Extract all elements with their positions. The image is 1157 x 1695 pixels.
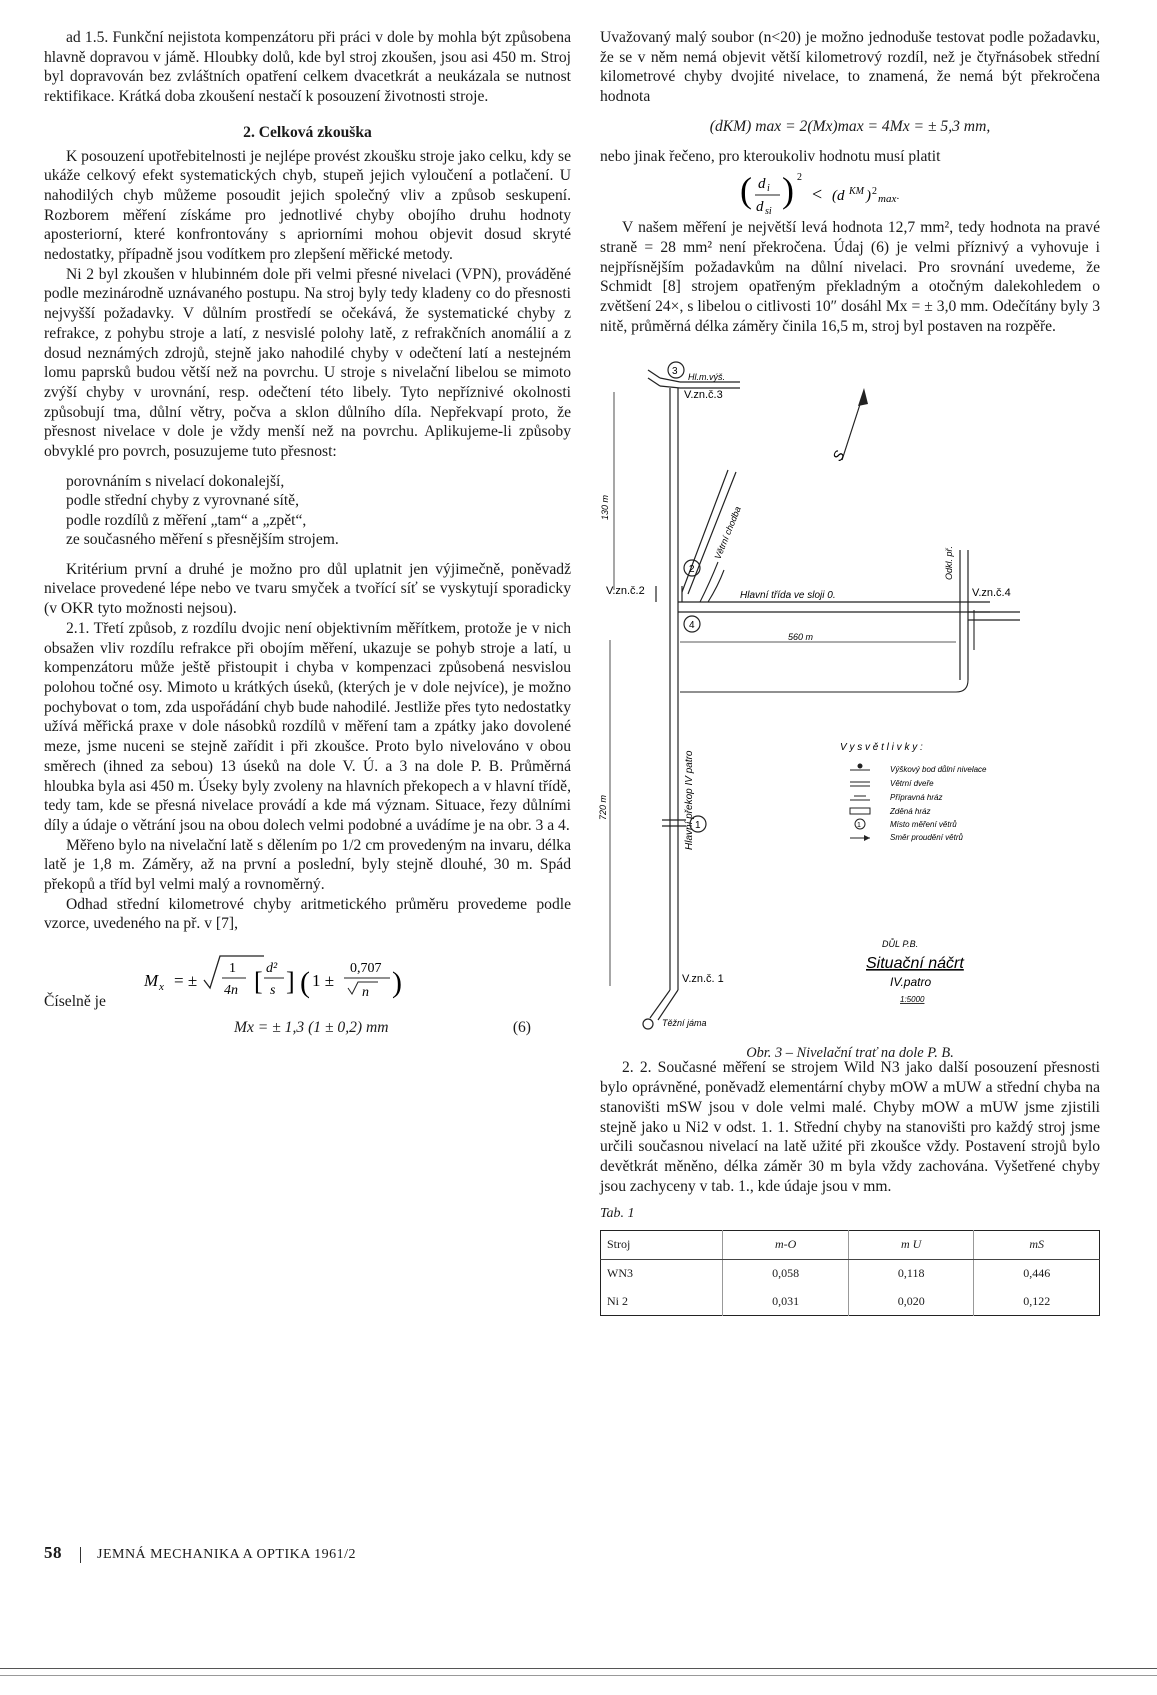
distance-720: 720 m: [598, 795, 608, 821]
point-label-3: 3: [672, 366, 678, 378]
svg-text:M: M: [144, 971, 159, 991]
table-cell: 0,446: [1023, 1266, 1051, 1281]
figure-caption: Obr. 3 – Nivelační trať na dole P. B.: [746, 1045, 954, 1062]
svg-text:(: (: [300, 966, 310, 1000]
legend-item: Větrní dveře: [890, 779, 934, 789]
criteria-list: [66, 472, 571, 550]
svg-text:): ): [866, 188, 871, 205]
section-heading: 2. Celková zkouška: [243, 123, 372, 141]
cislene-label: Číselně je: [44, 993, 106, 1011]
table-cell: 0,020: [848, 1288, 974, 1316]
paragraph-kriterium: Kritérium první a druhé je možno pro důl uplatnit jen výjimečně, poněvadž nivelace provedené lépe nebo ve tvaru smyček a tvořící síť se vyskytují sporadicky (v OKR tyto možnosti nejsou).: [44, 560, 571, 618]
journal-name: JEMNÁ MECHANIKA A OPTIKA 1961/2: [97, 1547, 356, 1562]
table-label: Tab. 1: [600, 1206, 635, 1222]
table-cell: 0,058: [723, 1260, 849, 1288]
equation-6: [44, 1018, 571, 1044]
legend-item: Výškový bod důlní nivelace: [890, 765, 987, 775]
list-item: ze současného měření s přesnějším strojem.: [66, 531, 339, 549]
list-item: podle střední chyby z vyrovnané sítě,: [66, 492, 299, 510]
paragraph-soubor: Uvažovaný malý soubor (n<20) je možno jednoduše testovat podle požadavku, že se v něm nemá objevit větší kilometrový rozdíl, než je čtyřnásobek střední kilometrové chyby dvojité nivelace, to znamená, že nemá být překročena hodnota: [600, 29, 1100, 106]
equation-number: (6): [512, 1018, 531, 1036]
list-item: porovnáním s nivelací dokonalejší,: [66, 472, 285, 490]
svg-text:1 ±: 1 ±: [312, 971, 335, 991]
map-diagram: [600, 350, 1100, 1030]
svg-text:d: d: [758, 176, 766, 193]
legend-item: Zděná hráz: [890, 807, 931, 817]
right-column: [600, 28, 1100, 1316]
svg-text:i: i: [767, 183, 770, 195]
svg-text:<: <: [812, 184, 823, 205]
svg-text:si: si: [765, 206, 772, 218]
paragraph-2-1: 2.1. Třetí způsob, z rozdílu dvojic není objektivním měřítkem, protože je v nich obsažen vliv rozdílu refrakce při obojím měření, ukazuje se pohyb stroje a latí, u kompenzátoru může ještě přistoupit i chyba v kompenzaci způsobená nesvislou polohou točné osy. Mimoto u krátkých úseků, (kterých je v dole nejvíce), je možno pochybovat o tom, zda uspořádání chyb bude nahodilé. Jestliže přes tyto nedostatky užívá měřická praxe v dole násobků rozdílů v měření tam a zpátky jako dovolené meze, jsme nuceni se stejně zařídit i při zkoušce. Proto bylo nivelováno v obou směrech (ihned za sebou) 13 úseků na dole V. Ú. a 3 na dole P. B. Průměrná hloubka byla asi 450 m. Úseky byly zvoleny na hlavních překopech a v hlavní třídě, tedy tam, kde se přesná nivelace provádí a kde má význam. Situace, řezy důlními díly a údaje o větrání jsou na obou dolech velmi podobné a uvádíme je na obr. 3 a 4.: [44, 619, 571, 834]
svg-text:2: 2: [872, 186, 877, 198]
legend-title: V y s v ě t l i v k y :: [840, 742, 923, 754]
svg-text:(: (: [740, 170, 752, 211]
title-dul: DŮL P.B.: [882, 939, 919, 950]
formula-mx: [44, 948, 571, 1008]
formula-inequality-graphic: [600, 166, 1100, 218]
formula-inequality: [600, 166, 1100, 218]
table-cell: 0,122: [1023, 1293, 1051, 1308]
page-number: 58: [44, 1543, 62, 1562]
table-cell: WN3: [601, 1260, 723, 1288]
table-header-cell: mS: [974, 1231, 1100, 1260]
paragraph-ni2: Ni 2 byl zkoušen v hlubinném dole při velmi přesné nivelaci (VPN), prováděné podle mezinárodně uznávaného postupu. Na stroj byly tedy kladeny co do přesnosti nejvyšší požadavky. V důlním prostředí se očekává, že systematické chyby z refrakce, z pohybu stroje a latí, z nesvislé polohy latě, z refrakčních anomálií a z dosud neznámých zdrojů, stejně jako nahodilé chyby v odečtení latí a nestejném lomu paprsků budou větší než na povrchu. U stroje s nivelační libelou se mimoto zvýší chyby v urovnání, resp. odečtení této libely. Tyto nepříznivé okolnosti způsobují tma, důlní větry, počva a sklon důlního díla. Nepřekvapí proto, že přesnost nivelace v dole je vždy menší než na povrchu. Aplikujeme-li způsoby obvyklé pro povrch, posuzujeme tuto přesnost:: [44, 265, 571, 461]
title-situacni: Situační náčrt: [866, 955, 964, 973]
point-label-4: 4: [689, 620, 695, 632]
paragraph-ad-1-5: ad 1.5. Funkční nejistota kompenzátoru při práci v dole by mohla být způsobena hlavně dopravou v jámě. Hloubky dolů, kde byl stroj zkoušen, jsou asi 450 m. Stroj byl dopravován bez zvláštních opatření celkem dvacetkrát a neukázala se nutnost rektifikace. Krátká doba zkoušení nestačí k posouzení životnosti stroje.: [44, 29, 571, 106]
footer-separator: [80, 1547, 81, 1563]
svg-text:KM: KM: [849, 186, 864, 198]
table-row: [601, 1260, 1100, 1288]
left-column: [44, 28, 571, 1050]
label-tezni-jama: Těžní jáma: [662, 1018, 707, 1029]
table-cell: 0,118: [848, 1260, 974, 1288]
svg-text:d: d: [756, 199, 764, 216]
paragraph-2-2: 2. 2. Současné měření se strojem Wild N3 jako další posouzení přesnosti bylo oprávněné, poněvadž elementární chyby mOW a mUW a střední chyba na stanovišti mSW jsou v dole velmi malé. Chyby mOW a mUW jsme zjistili stejně jako u Ni2 v odst. 1. 1. Střední chyby na stanovišti pro každý stroj jsme určili současnou nivelací na latě užité při zkoušce vždy. Postavení strojů bylo devětkrát měněno, délka záměr 30 m byla vždy zachována. Vyšetřené chyby jsou zachyceny v tab. 1., kde údaje jsou v mm.: [600, 1059, 1100, 1195]
svg-text:n: n: [362, 985, 369, 1001]
table-header-cell: m-O: [723, 1231, 849, 1260]
north-label: S: [828, 448, 848, 465]
scan-edge-line: [0, 1668, 1157, 1669]
svg-text:2: 2: [797, 172, 802, 184]
svg-text:]: ]: [286, 967, 295, 997]
svg-text:1: 1: [857, 822, 861, 830]
svg-text:x: x: [159, 981, 164, 994]
page-footer: [44, 1543, 356, 1563]
label-hlavni-prekop: Hlavní překop IV patro: [684, 750, 695, 851]
table-header-cell: Stroj: [601, 1231, 723, 1260]
svg-text:d²: d²: [266, 961, 278, 977]
results-table: [600, 1230, 1100, 1316]
paragraph-mereno: Měřeno bylo na nivelační latě s dělením po 1/2 cm provedeným na invaru, délka latě je 1,8 m. Záměry, až na první a poslední, byly stejně dlouhé, 30 m. Spád překopů a tříd byl velmi malý a rovnoměrný.: [44, 836, 571, 894]
legend-items: [850, 764, 987, 843]
list-item: podle rozdílů z měření „tam“ a „zpět“,: [66, 511, 307, 529]
table-header-cell: m U: [848, 1231, 974, 1260]
legend-item: Místo měření větrů: [890, 820, 957, 830]
legend-item: Směr proudění větrů: [890, 833, 963, 843]
label-vetrni-chodba: Větrní chodba: [712, 505, 743, 562]
figure-situacni-nacrt: [598, 350, 1100, 1062]
title-patro: IV.patro: [890, 975, 932, 990]
label-station-1: V.zn.č. 1: [682, 973, 724, 986]
formula-mx-graphic: [44, 948, 571, 1010]
table-header-row: [601, 1231, 1100, 1260]
point-label-2: 2: [689, 564, 695, 576]
label-odkl: Odkl. př.: [944, 546, 954, 581]
svg-text:1: 1: [229, 961, 236, 977]
label-hlavni-mereni: Hl.m.výš.: [688, 372, 725, 383]
table-row: [601, 1288, 1100, 1316]
distance-130: 130 m: [600, 495, 610, 521]
svg-text:): ): [782, 170, 794, 211]
scan-edge-line: [0, 1675, 1157, 1676]
label-station-2: V.zn.č.2: [606, 585, 645, 598]
svg-text:s: s: [270, 983, 276, 999]
table-cell: Ni 2: [601, 1288, 723, 1316]
paragraph-jinak: nebo jinak řečeno, pro kteroukoliv hodnotu musí platit: [600, 147, 941, 165]
label-station-3: V.zn.č.3: [684, 389, 723, 402]
point-label-1: 1: [695, 820, 701, 832]
svg-text:): ): [392, 966, 402, 1000]
paragraph-nasem: V našem měření je největší levá hodnota 12,7 mm², tedy hodnota na pravé straně = 28 mm² není překročena. Údaj (6) je velmi příznivý a vyhovuje i nejpřísnějším požadavkům na důlní nivelaci. Pro srovnání uvedeme, že Schmidt [8] strojem opatřeným překladným a otočným dalekohledem o zvětšení 24×, s libelou o citlivosti 10″ dosáhl Mx = ± 3,0 mm. Odečítány byly 3 nitě, průměrná délka záměry činila 16,5 m, stroj byl postaven na rozpěře.: [600, 219, 1100, 335]
svg-text:(d: (d: [832, 188, 845, 205]
svg-text:= ±: = ±: [174, 971, 198, 991]
label-hlavni-trida: Hlavní třída ve sloji 0.: [740, 590, 836, 602]
equation-6-text: Mx = ± 1,3 (1 ± 0,2) mm: [234, 1018, 389, 1036]
label-station-4: V.zn.č.4: [972, 587, 1011, 600]
distance-560: 560 m: [788, 632, 814, 643]
table-cell: 0,031: [723, 1288, 849, 1316]
svg-text:4n: 4n: [224, 983, 238, 999]
paragraph-celkova: K posouzení upotřebitelnosti je nejlépe provést zkoušku stroje jako celku, kdy se ukáže celkový efekt systematických chyb, stupeň jejich vyloučení a potlačení. U nahodilých chyb můžeme posoudit jejich společný vliv a způsob seskupení. Rozborem měření získáme pro jednotlivé chyby obojího druhu hodnoty aposteriorní, které konfrontovány s apriorními mohou objevit dosud skryté nedostatky, případně jsou vodítkem pro zlepšení měřické metody.: [44, 147, 571, 264]
svg-text:[: [: [254, 967, 263, 997]
title-scale: 1:5000: [900, 995, 925, 1005]
svg-text:max·: max·: [878, 193, 900, 206]
formula-dkm: (dKM) max = 2(Mx)max = 4Mx = ± 5,3 mm,: [709, 117, 991, 135]
svg-text:0,707: 0,707: [350, 961, 382, 977]
paragraph-odhad: Odhad střední kilometrové chyby aritmetického průměru provedeme podle vzorce, uvedeného na př. v [7],: [44, 895, 571, 933]
legend-item: Přípravná hráz: [890, 793, 943, 803]
